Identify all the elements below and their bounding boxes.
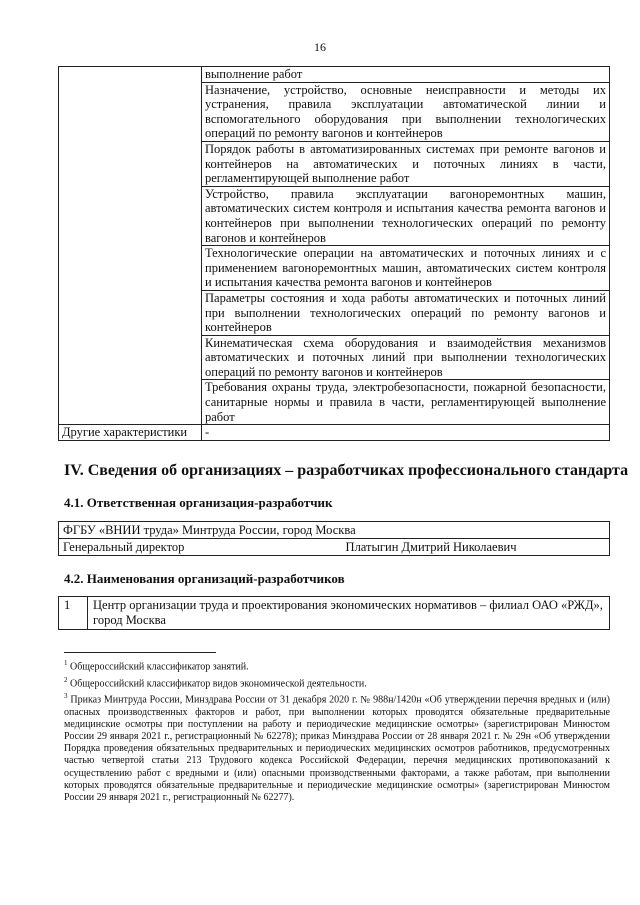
subsection-title-responsible: 4.1. Ответственная организация-разработчик — [64, 495, 333, 510]
table-row — [59, 539, 610, 556]
position-title: Генеральный директор — [59, 539, 228, 556]
requirement-text: Кинематическая схема оборудования и взаимодействия механизмов автоматических и поточных линий при выполнении технологических операций по ремонту вагонов и контейнеров — [202, 335, 610, 380]
footnote-mark: 2 — [64, 675, 68, 684]
footnote-divider — [64, 652, 216, 653]
footnote — [64, 690, 610, 804]
page-number: 16 — [314, 40, 326, 54]
requirements-table — [58, 66, 610, 441]
requirement-text: Назначение, устройство, основные неисправности и методы их устранения, правила эксплуатации автоматической линии и вспомогательного оборудования при выполнении технологических операций по ремонту вагонов и контейнеров — [202, 82, 610, 141]
footnote — [64, 657, 610, 674]
table-row — [59, 425, 610, 441]
row-label: Другие характеристики — [59, 425, 202, 441]
footnote-mark: 3 — [64, 692, 68, 701]
footnotes — [64, 657, 610, 804]
section-title: IV. Сведения об организациях – разработчиках профессионального стандарта — [64, 462, 629, 479]
developer-name: Центр организации труда и проектирования экономических нормативов – филиал ОАО «РЖД», город Москва — [88, 597, 610, 630]
requirement-text: - — [202, 425, 610, 441]
requirement-text: Параметры состояния и хода работы автоматических и поточных линий при выполнении технологических операций по ремонту вагонов и контейнеров — [202, 290, 610, 335]
table-row — [59, 597, 610, 630]
requirement-text: выполнение работ — [202, 67, 610, 83]
requirement-text: Требования охраны труда, электробезопасности, пожарной безопасности, санитарные нормы и правила в части, регламентирующей выполнение работ — [202, 380, 610, 425]
subsection-title-developers: 4.2. Наименования организаций-разработчиков — [64, 571, 345, 586]
row-label — [59, 67, 202, 425]
requirement-text: Порядок работы в автоматизированных системах при ремонте вагонов и контейнеров на автоматических и поточных линиях в части, регламентирующей выполнение работ — [202, 141, 610, 186]
director-name: Платыгин Дмитрий Николаевич — [228, 539, 610, 556]
requirement-text: Устройство, правила эксплуатации вагоноремонтных машин, автоматических систем контроля и испытания качества ремонта вагонов и контейнеров при выполнении технологических операций по ремонту вагонов и контейнеров — [202, 186, 610, 245]
footnote-text: Общероссийский классификатор занятий. — [67, 661, 249, 673]
developers-table — [58, 596, 610, 630]
org-name: ФГБУ «ВНИИ труда» Минтруда России, город Москва — [59, 522, 610, 539]
table-row — [59, 67, 610, 83]
responsible-org-table — [58, 521, 610, 556]
footnote-text: Приказ Минтруда России, Минздрава России от 31 декабря 2020 г. № 988н/1420н «Об утверждении перечня вредных и (или) опасных производственных факторов и работ, при выполнении которых проводятся обязательные предварительные медицинские осмотры при поступлении на работу и периодические медицинские осмотры» (зарегистрирован Минюстом России 29 января 2021 г., регистрационный № 62278); приказ Минздрава России от 28 января 2021 г. № 29н «Об утверждении Порядка проведения обязательных предварительных и периодических медицинских осмотров работников, предусмотренных частью четвертой статьи 213 Трудового кодекса Российской Федерации, перечня медицинских противопоказаний к осуществлению работ с вредными и (или) опасными производственными факторами, а также работам, при выполнении которых проводятся обязательные предварительные и периодические медицинские осмотры» (зарегистрирован Минюстом России 29 января 2021 г., регистрационный № 62277). — [64, 694, 610, 804]
footnote — [64, 674, 610, 691]
footnote-text: Общероссийский классификатор видов экономической деятельности. — [67, 677, 367, 689]
developer-number: 1 — [59, 597, 88, 630]
footnote-mark: 1 — [64, 659, 68, 667]
requirement-text: Технологические операции на автоматических и поточных линиях и с применением вагоноремонтных машин, автоматических систем контроля и испытания качества ремонта вагонов и контейнеров — [202, 246, 610, 291]
table-row — [59, 522, 610, 539]
